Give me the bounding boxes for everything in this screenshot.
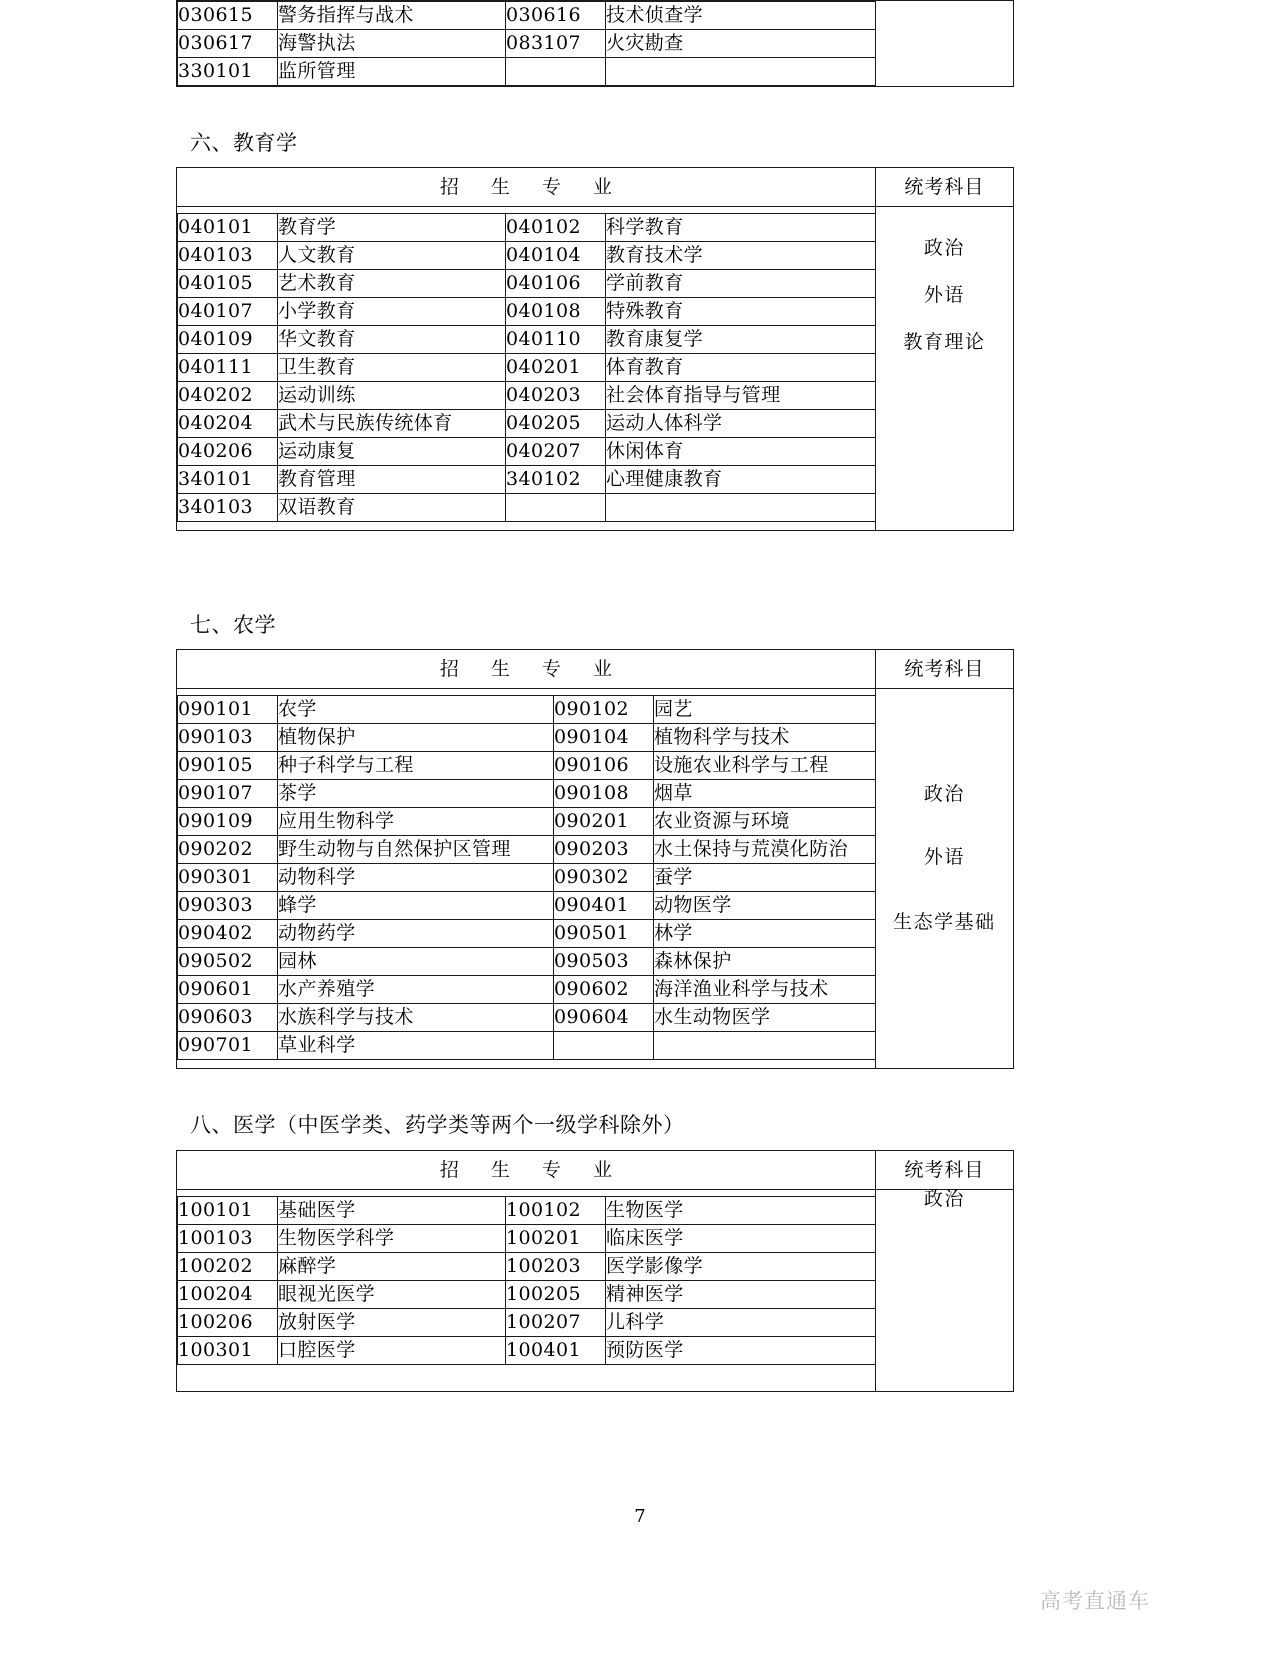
page-number: 7 [634,1506,646,1527]
major-name: 蜂学 [278,892,554,920]
major-name: 森林保护 [654,948,876,976]
major-code: 040102 [506,214,606,242]
table-row [178,382,876,410]
table-body-container [177,1189,1014,1391]
table-row [178,298,876,326]
table-row [178,780,876,808]
major-name: 人文教育 [278,242,506,270]
major-name: 社会体育指导与管理 [606,382,876,410]
major-code: 100203 [506,1252,606,1280]
major-code: 090108 [554,780,654,808]
table-row [178,270,876,298]
major-code: 100101 [178,1196,278,1224]
major-code [506,494,606,522]
table-row [178,1196,876,1224]
major-name: 野生动物与自然保护区管理 [278,836,554,864]
table-row [178,808,876,836]
subject-item: 政治 [923,1187,965,1210]
major-name: 运动人体科学 [606,410,876,438]
table-row [178,1308,876,1336]
table-row [178,1280,876,1308]
major-code: 090601 [178,976,278,1004]
major-name: 艺术教育 [278,270,506,298]
major-code [506,58,606,86]
major-name: 烟草 [654,780,876,808]
column-header-subject: 统考科目 [875,1150,1013,1189]
table-row [178,2,876,30]
major-code: 083107 [506,30,606,58]
major-code: 040103 [178,242,278,270]
major-code: 040202 [178,382,278,410]
major-code: 030616 [506,2,606,30]
major-code: 040106 [506,270,606,298]
table-row [178,1224,876,1252]
major-code: 090203 [554,836,654,864]
major-code: 100206 [178,1308,278,1336]
table-row [178,864,876,892]
major-name: 麻醉学 [278,1252,506,1280]
major-name: 双语教育 [278,494,506,522]
subject-item: 外语 [923,846,965,869]
table-row [178,1252,876,1280]
major-name: 运动康复 [278,438,506,466]
major-name: 教育管理 [278,466,506,494]
subject-item: 外语 [923,284,965,307]
major-code: 100401 [506,1336,606,1364]
major-name: 设施农业科学与工程 [654,752,876,780]
major-code: 040205 [506,410,606,438]
section-spacer [176,87,1014,131]
major-code: 090202 [178,836,278,864]
major-name [606,494,876,522]
table-row [178,836,876,864]
major-name: 动物医学 [654,892,876,920]
major-code: 040108 [506,298,606,326]
major-name: 心理健康教育 [606,466,876,494]
section-spacer [176,1069,1014,1113]
table-header-row [177,650,1014,689]
major-code: 040111 [178,354,278,382]
education-rows [177,213,876,522]
subject-cell-education [875,207,1013,531]
major-code: 090604 [554,1004,654,1032]
major-code: 100301 [178,1336,278,1364]
major-code: 090501 [554,920,654,948]
table-row [178,242,876,270]
subject-item: 生态学基础 [893,911,996,934]
medicine-rows [177,1196,876,1365]
table-row [178,1336,876,1364]
major-code: 090402 [178,920,278,948]
major-code: 030617 [178,30,278,58]
table-row [178,466,876,494]
major-name: 休闲体育 [606,438,876,466]
major-name: 林学 [654,920,876,948]
major-code: 090103 [178,724,278,752]
major-name: 基础医学 [278,1196,506,1224]
major-name: 种子科学与工程 [278,752,554,780]
major-code: 100201 [506,1224,606,1252]
major-code: 040203 [506,382,606,410]
major-code: 100202 [178,1252,278,1280]
major-code: 090301 [178,864,278,892]
table-row [178,214,876,242]
major-name: 海警执法 [278,30,506,58]
major-name: 体育教育 [606,354,876,382]
table-row [178,326,876,354]
major-name: 口腔医学 [278,1336,506,1364]
major-name: 卫生教育 [278,354,506,382]
major-name: 海洋渔业科学与技术 [654,976,876,1004]
major-name: 眼视光医学 [278,1280,506,1308]
major-code: 090502 [178,948,278,976]
subject-item: 政治 [923,783,965,806]
table-medicine [176,1150,1014,1392]
major-name: 农业资源与环境 [654,808,876,836]
major-code: 040101 [178,214,278,242]
table-row [178,1004,876,1032]
table-row [178,920,876,948]
major-name: 放射医学 [278,1308,506,1336]
section-heading-agronomy: 七、农学 [190,613,276,638]
column-header-subject: 统考科目 [875,168,1013,207]
column-header-majors: 招 生 专 业 [177,1150,876,1189]
table-body-container [177,689,1014,1069]
major-name: 植物科学与技术 [654,724,876,752]
table-body-container [177,207,1014,531]
table-row [178,752,876,780]
major-code: 100204 [178,1280,278,1308]
major-code: 100102 [506,1196,606,1224]
major-code: 040104 [506,242,606,270]
major-name: 临床医学 [606,1224,876,1252]
major-code: 100207 [506,1308,606,1336]
major-name: 茶学 [278,780,554,808]
major-name: 精神医学 [606,1280,876,1308]
major-code: 090602 [554,976,654,1004]
major-code: 040206 [178,438,278,466]
major-code: 090101 [178,696,278,724]
major-name: 学前教育 [606,270,876,298]
subject-item: 教育理论 [903,331,986,354]
table-body-container [177,1,1014,87]
table-row [178,948,876,976]
major-name [606,58,876,86]
major-code: 090109 [178,808,278,836]
major-name: 运动训练 [278,382,506,410]
major-name: 生物医学 [606,1196,876,1224]
major-name: 教育技术学 [606,242,876,270]
major-name [654,1032,876,1060]
table-education [176,167,1014,531]
table-row [178,1032,876,1060]
major-code: 090303 [178,892,278,920]
section-spacer [176,531,1014,613]
major-name: 动物科学 [278,864,554,892]
major-code: 090503 [554,948,654,976]
major-name: 华文教育 [278,326,506,354]
subject-item: 政治 [923,237,965,260]
major-code: 090105 [178,752,278,780]
column-header-majors: 招 生 专 业 [177,650,876,689]
table-row [178,724,876,752]
major-code: 040110 [506,326,606,354]
major-code: 040109 [178,326,278,354]
major-code: 040107 [178,298,278,326]
major-code: 090106 [554,752,654,780]
column-header-majors: 招 生 专 业 [177,168,876,207]
table-header-row [177,168,1014,207]
major-code: 090104 [554,724,654,752]
major-code: 090302 [554,864,654,892]
major-name: 水族科学与技术 [278,1004,554,1032]
major-name: 医学影像学 [606,1252,876,1280]
table-row [178,410,876,438]
major-name: 动物药学 [278,920,554,948]
major-name: 警务指挥与战术 [278,2,506,30]
major-code: 090603 [178,1004,278,1032]
major-name: 监所管理 [278,58,506,86]
major-name: 应用生物科学 [278,808,554,836]
major-name: 蚕学 [654,864,876,892]
major-name: 科学教育 [606,214,876,242]
major-code: 090107 [178,780,278,808]
subject-cell [875,1,1013,87]
section-heading-education: 六、教育学 [190,131,298,155]
subject-cell-medicine [875,1189,1013,1391]
major-name: 技术侦查学 [606,2,876,30]
major-code: 040207 [506,438,606,466]
major-name: 火灾勘查 [606,30,876,58]
major-code: 100205 [506,1280,606,1308]
major-code: 330101 [178,58,278,86]
watermark: 高考直通车 [1040,1589,1150,1613]
table-agronomy [176,649,1014,1069]
major-name: 预防医学 [606,1336,876,1364]
table-row [178,438,876,466]
agronomy-rows [177,695,876,1060]
table-row [178,30,876,58]
table-continuation [176,0,1014,87]
major-name: 草业科学 [278,1032,554,1060]
table-row [178,976,876,1004]
major-code: 040105 [178,270,278,298]
column-header-subject: 统考科目 [875,650,1013,689]
major-code: 090701 [178,1032,278,1060]
major-code: 090401 [554,892,654,920]
major-name: 园艺 [654,696,876,724]
major-code: 100103 [178,1224,278,1252]
table-header-row [177,1150,1014,1189]
major-name: 小学教育 [278,298,506,326]
major-code: 090201 [554,808,654,836]
major-code: 040204 [178,410,278,438]
continuation-rows [177,1,876,86]
major-name: 武术与民族传统体育 [278,410,506,438]
table-row [178,354,876,382]
table-row [178,892,876,920]
major-name: 教育学 [278,214,506,242]
major-name: 儿科学 [606,1308,876,1336]
table-row [178,58,876,86]
major-name: 园林 [278,948,554,976]
major-name: 教育康复学 [606,326,876,354]
major-code: 340102 [506,466,606,494]
major-name: 特殊教育 [606,298,876,326]
major-code: 040201 [506,354,606,382]
section-heading-medicine: 八、医学（中医学类、药学类等两个一级学科除外） [190,1113,685,1138]
major-name: 生物医学科学 [278,1224,506,1252]
table-row [178,696,876,724]
table-row [178,494,876,522]
major-name: 水生动物医学 [654,1004,876,1032]
major-name: 水土保持与荒漠化防治 [654,836,876,864]
major-code: 340101 [178,466,278,494]
major-code: 090102 [554,696,654,724]
subject-cell-agronomy [875,689,1013,1069]
page-content [176,0,1014,1392]
major-code: 340103 [178,494,278,522]
major-code [554,1032,654,1060]
major-name: 农学 [278,696,554,724]
major-name: 植物保护 [278,724,554,752]
major-code: 030615 [178,2,278,30]
major-name: 水产养殖学 [278,976,554,1004]
